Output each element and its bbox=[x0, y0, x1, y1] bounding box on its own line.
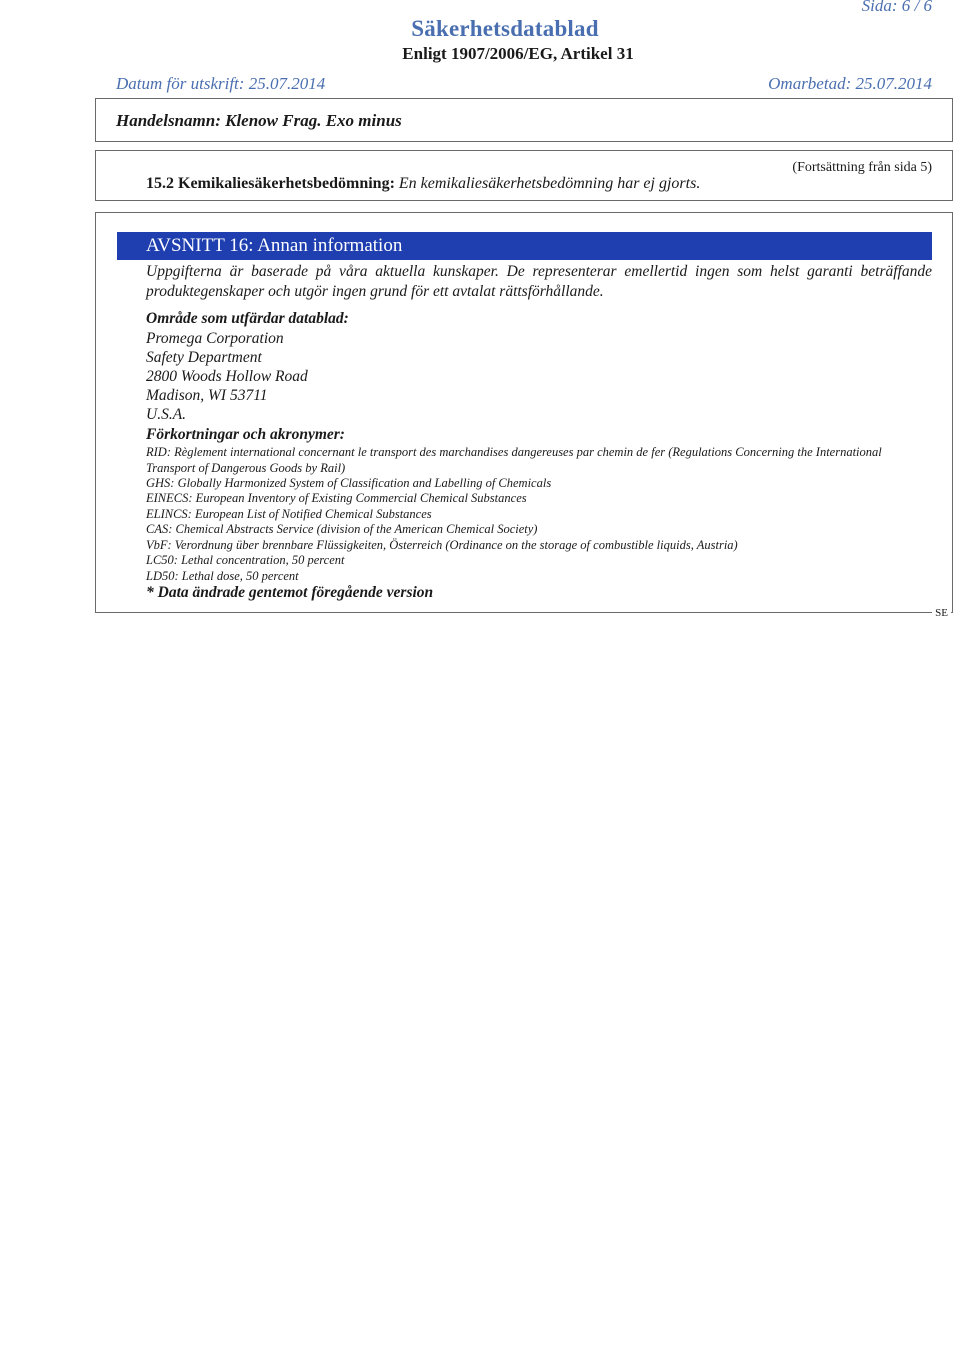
abbreviation-item: GHS: Globally Harmonized System of Classification and Labelling of Chemicals bbox=[146, 476, 552, 490]
print-date: Datum för utskrift: 25.07.2014 bbox=[116, 74, 326, 93]
continued-note: (Fortsättning från sida 5) bbox=[792, 160, 932, 175]
issuer-label: Område som utfärdar datablad: bbox=[146, 310, 349, 327]
abbreviation-item: RID: Règlement international concernant le transport des marchandises dangereuses par chemin de fer (Regulations Concerning the International Transport of Dangerous Goods by Rail) bbox=[146, 445, 882, 475]
issuer-line: U.S.A. bbox=[146, 406, 187, 423]
issuer-line: 2800 Woods Hollow Road bbox=[146, 368, 308, 385]
section15-label: 15.2 Kemikaliesäkerhetsbedömning: bbox=[146, 175, 395, 192]
issuer-line: Promega Corporation bbox=[146, 330, 284, 347]
document-title: Säkerhetsdatablad bbox=[411, 16, 599, 41]
issuer-line: Madison, WI 53711 bbox=[146, 387, 268, 404]
abbreviation-item: ELINCS: European List of Notified Chemical Substances bbox=[146, 507, 432, 521]
abbreviation-item: LD50: Lethal dose, 50 percent bbox=[146, 569, 299, 583]
changed-data-footnote: * Data ändrade gentemot föregående version bbox=[146, 584, 434, 601]
country-code: SE bbox=[932, 607, 951, 619]
abbreviation-item: LC50: Lethal concentration, 50 percent bbox=[146, 553, 345, 567]
section15-text: En kemikaliesäkerhetsbedömning har ej gjorts. bbox=[398, 175, 701, 192]
trade-name: Handelsnamn: Klenow Frag. Exo minus bbox=[116, 111, 402, 130]
document-subtitle: Enligt 1907/2006/EG, Artikel 31 bbox=[402, 44, 634, 63]
abbreviation-item: EINECS: European Inventory of Existing Commercial Chemical Substances bbox=[146, 491, 527, 505]
page-number: Sida: 6 / 6 bbox=[861, 0, 932, 15]
disclaimer-paragraph: Uppgifterna är baserade på våra aktuella kunskaper. De representerar emellertid ingen som helst garanti beträffande produktegenskaper och utgör ingen grund för ett avtalat rättsförhållande. bbox=[146, 263, 932, 300]
section15-line bbox=[146, 175, 700, 193]
abbreviation-item: CAS: Chemical Abstracts Service (division of the American Chemical Society) bbox=[146, 522, 538, 536]
revision-date: Omarbetad: 25.07.2014 bbox=[768, 74, 932, 93]
abbreviations-label: Förkortningar och akronymer: bbox=[146, 426, 345, 443]
section16-heading: AVSNITT 16: Annan information bbox=[146, 235, 403, 256]
abbreviation-item: VbF: Verordnung über brennbare Flüssigkeiten, Österreich (Ordinance on the storage of combustible liquids, Austria) bbox=[146, 538, 738, 552]
issuer-line: Safety Department bbox=[146, 349, 262, 366]
